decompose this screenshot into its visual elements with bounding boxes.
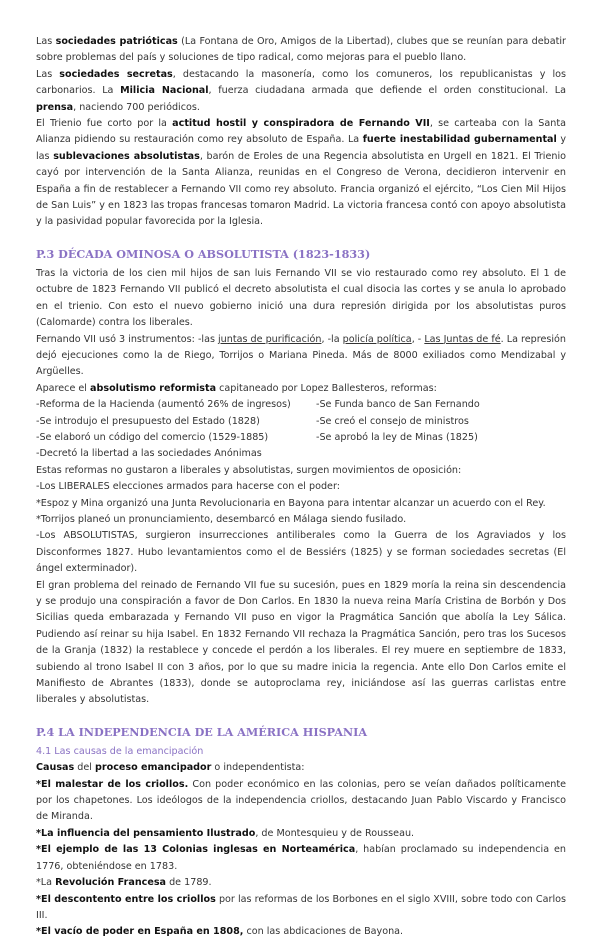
reform-item: -Reforma de la Hacienda (aumentó 26% de ingresos): [36, 399, 291, 411]
paragraph-sociedades-patrioticas: Las sociedades patrióticas (La Fontana de Oro, Amigos de la Libertad), clubes que se reunían para debatir sobre problemas del país y soluciones de tipo radical, como mejoras para el pueblo llano.: [36, 36, 566, 64]
paragraph-absolutismo-reformista: Aparece el absolutismo reformista capitaneado por Lopez Ballesteros, reformas:: [36, 382, 437, 394]
term-milicia-nacional: Milicia Nacional: [120, 85, 209, 97]
term-sociedades-secretas: sociedades secretas: [59, 68, 173, 80]
reforms-row-1: [36, 397, 566, 413]
paragraph-sucesion: El gran problema del reinado de Fernando VII fue su sucesión, pues en 1829 moría la reina sin descendencia y se produjo una conspiración a favor de Don Carlos. En 1830 la nueva reina María Cristina de Borbón y Dos Sicilias queda embarazada y Fernando VII puso en vigor la Pragmática Sanción que abolía la Ley Sálica. Pudiendo así reinar su hija Isabel. En 1832 Fernando VII rechaza la Pragmática Sanción, pero tras los Sucesos de la Granja (1832) la restablece y concede el perdón a los liberales. El rey muere en septiembre de 1833, subiendo al trono Isabel II con 3 años, por lo que su madre inicia la regencia. Ante ello Don Carlos emite el Manifiesto de Abrantes (1833), donde se autoproclama rey, iniciándose así las guerras carlistas entre liberales y absolutistas.: [36, 579, 566, 706]
section-heading-independencia: P.4 LA INDEPENDENCIA DE LA AMÉRICA HISPANIA: [36, 724, 368, 739]
section-heading-decada-ominosa: P.3 DÉCADA OMINOSA O ABSOLUTISTA (1823-1833): [36, 246, 371, 261]
subsection-heading-causas: 4.1 Las causas de la emancipación: [36, 745, 204, 757]
paragraph-espoz-mina: *Espoz y Mina organizó una Junta Revolucionaria en Bayona para intentar alcanzar un acuerdo con el Rey.: [36, 497, 546, 509]
reform-item: -Se elaboró un código del comercio (1529-1885): [36, 431, 269, 443]
paragraph-oposicion: Estas reformas no gustaron a liberales y absolutistas, surgen movimientos de oposición:: [36, 464, 462, 476]
reform-item: -Se introdujo el presupuesto del Estado (1828): [36, 415, 260, 427]
term-absolutismo-reformista: absolutismo reformista: [90, 382, 217, 394]
cause-item-revolucion-francesa: *La Revolución Francesa de 1789.: [36, 877, 212, 889]
paragraph-causas-intro: Causas del proceso emancipador o independentista:: [36, 762, 305, 774]
reforms-row-2: [36, 414, 566, 430]
paragraph-instrumentos: Fernando VII usó 3 instrumentos: -las juntas de purificación, -la policía política, - Las Juntas de fé. La represión dejó ejecuciones como la de Riego, Torrijos o Mariana Pineda. Más de 8000 exiliados como Mendizabal y Argüelles.: [36, 333, 566, 378]
paragraph-sociedades-secretas: Las sociedades secretas, destacando la masonería, como los comuneros, los republicanistas y los carbonarios. La Milicia Nacional, fuerza ciudadana armada que defiende el orden constitucional. La prensa, naciendo 700 periódicos.: [36, 68, 566, 113]
cause-item-13-colonias: *El ejemplo de las 13 Colonias inglesas en Norteamérica, habían proclamado su independencia en 1776, obteniéndose en 1783.: [36, 844, 566, 872]
term-sociedades-patrioticas: sociedades patrióticas: [55, 36, 178, 47]
reform-item: -Se creó el consejo de ministros: [316, 415, 469, 427]
paragraph-restauracion: Tras la victoria de los cien mil hijos de san luis Fernando VII se vio restaurado como rey absoluto. El 1 de octubre de 1823 Fernando VII publicó el decreto absolutista el cual disocia las cortes y se anula lo aprobado en el trienio. Con esto el nuevo gobierno inició una dura represión dirigida por los absolutistas puros (Calomarde) contra los liberales.: [36, 267, 566, 329]
paragraph-absolutistas: -Los ABSOLUTISTAS, surgieron insurrecciones antiliberales como la Guerra de los Agraviados y los Disconformes 1827. Hubo levantamientos como el de Bessiérs (1825) y se forman sociedades secretas (El ángel exterminador).: [36, 530, 566, 575]
cause-item-vacio-poder: *El vacío de poder en España en 1808, con las abdicaciones de Bayona.: [36, 926, 404, 938]
reforms-row-3: [36, 430, 566, 446]
term-inestabilidad: fuerte inestabilidad gubernamental: [362, 134, 557, 146]
reform-item: -Decretó la libertad a las sociedades Anónimas: [36, 448, 262, 460]
term-prensa: prensa: [36, 101, 74, 113]
reform-item: -Se Funda banco de San Fernando: [316, 399, 480, 411]
paragraph-liberales: -Los LIBERALES elecciones armados para hacerse con el poder:: [36, 481, 340, 493]
term-policia-politica: policía política: [342, 333, 412, 345]
cause-item-ilustrado: *La influencia del pensamiento Ilustrado, de Montesquieu y de Rousseau.: [36, 827, 415, 839]
paragraph-torrijos: *Torrijos planeó un pronunciamiento, desembarcó en Málaga siendo fusilado.: [36, 513, 407, 525]
term-juntas-purificacion: juntas de purificación: [218, 333, 322, 345]
paragraph-trienio: El Trienio fue corto por la actitud hostil y conspiradora de Fernando VII, se carteaba con la Santa Alianza pidiendo su restauración como rey absoluto de España. La fuerte inestabilidad gubernamental y las sublevaciones absolutistas, barón de Eroles de una Regencia absolutista en Urgell en 1821. El Trienio cayó por intervención de la Santa Alianza, reunidas en el Congreso de Verona, decidieron intervenir en España a fin de restablecer a Fernando VII como rey absoluto. Francia organizó el ejército, “Los Cien Mil Hijos de San Luis” y en 1823 las tropas francesas tomaron Madrid. La victoria francesa contó con apoyo absolutista y la pasividad popular favorecida por la Iglesia.: [36, 118, 567, 228]
cause-item-malestar: *El malestar de los criollos. Con poder económico en las colonias, pero se veían dañados políticamente por los chapetones. Los ideólogos de la independencia criollos, destacando Juan Pablo Viscardo y Francisco de Miranda.: [36, 778, 566, 823]
document-page: [36, 34, 566, 941]
term-actitud-hostil: actitud hostil y conspiradora de Fernando VII: [172, 118, 430, 130]
term-sublevaciones: sublevaciones absolutistas: [53, 150, 200, 162]
reform-item: -Se aprobó la ley de Minas (1825): [316, 431, 478, 443]
term-juntas-fe: Las Juntas de fé: [424, 333, 501, 345]
cause-item-descontento: *El descontento entre los criollos por las reformas de los Borbones en el siglo XVIII, sobre todo con Carlos III.: [36, 893, 566, 921]
